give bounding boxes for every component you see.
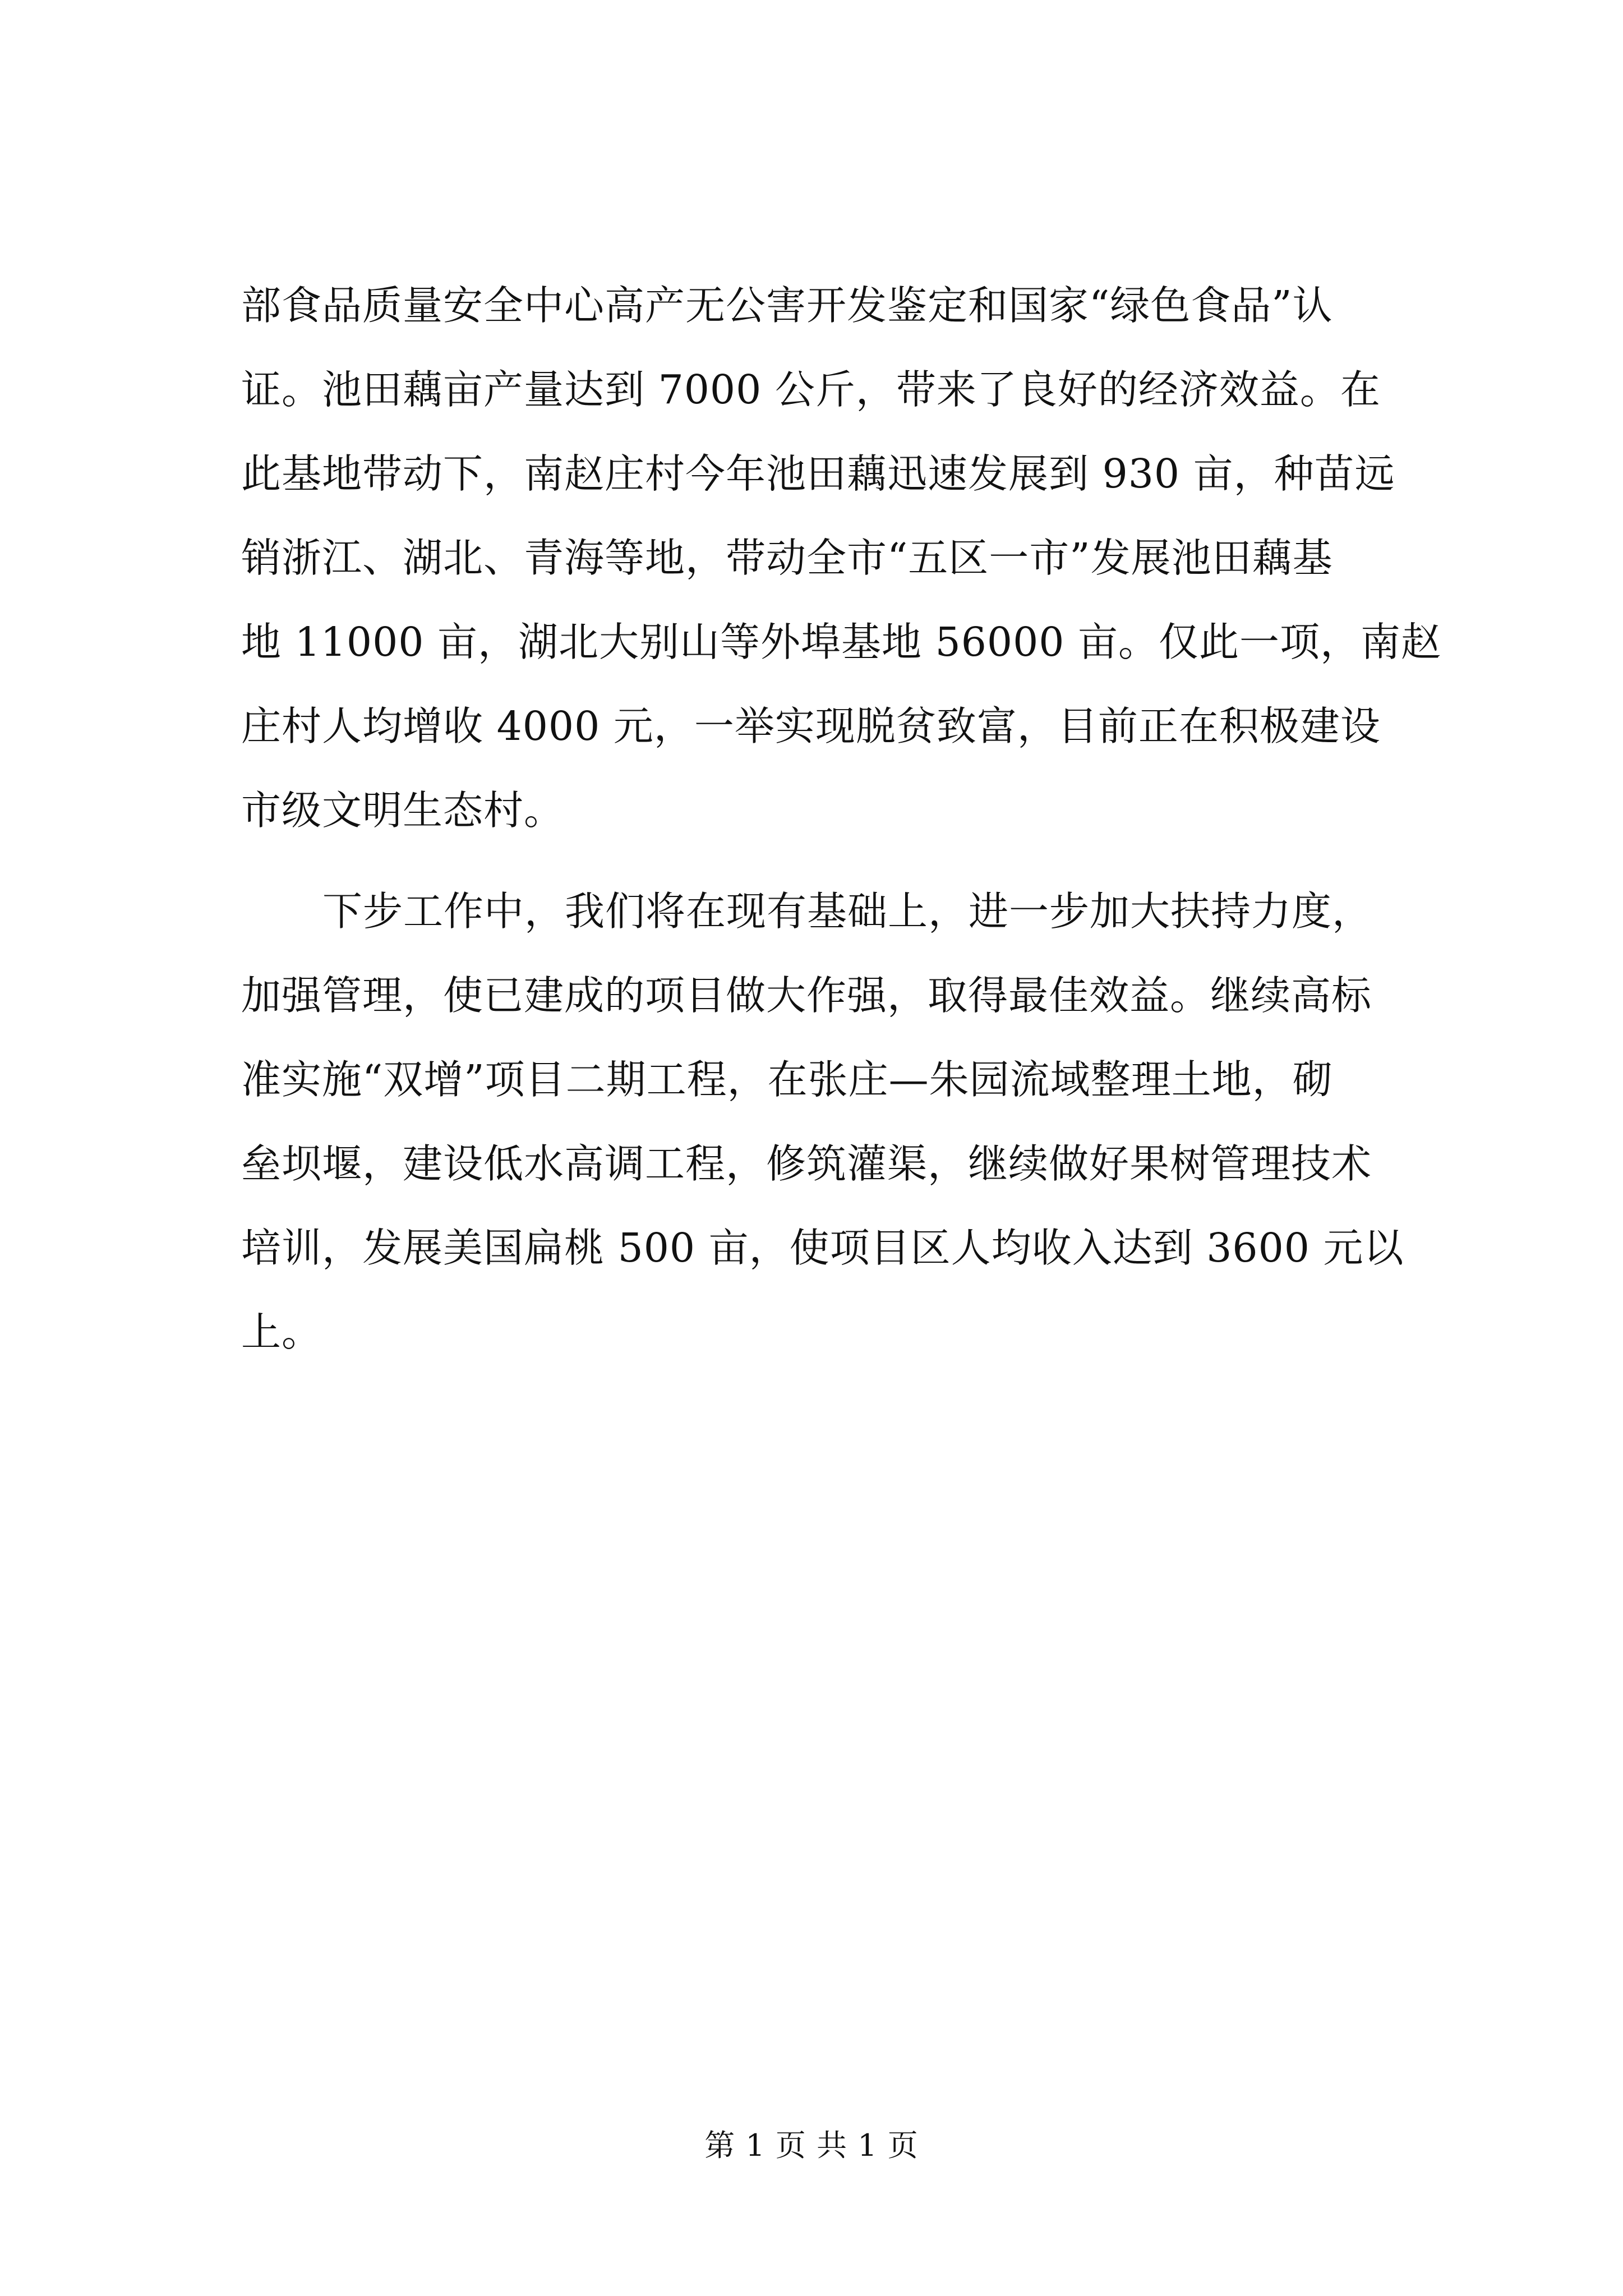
text-line: 垒坝堰，建设低水高调工程，修筑灌渠，继续做好果树管理技术: [241, 1140, 1372, 1187]
text-line: 庄村人均增收 4000 元，一举实现脱贫致富，目前正在积极建设: [241, 703, 1381, 749]
paragraph-1: [241, 264, 1442, 853]
text-line: 销浙江、湖北、青海等地，带动全市“五区一市”发展池田藕基: [241, 535, 1333, 581]
text-line: 培训，发展美国扁桃 500 亩，使项目区人均收入达到 3600 元以: [241, 1225, 1404, 1271]
text-line: 市级文明生态村。: [241, 787, 565, 834]
text-line: 证。池田藕亩产量达到 7000 公斤，带来了良好的经济效益。在: [241, 366, 1381, 413]
text-line: 部食品质量安全中心高产无公害开发鉴定和国家“绿色食品”认: [241, 282, 1333, 329]
document-body: [241, 264, 1442, 1374]
text-line: 准实施“双增”项目二期工程，在张庄—朱园流域整理土地，砌: [241, 1056, 1333, 1103]
paragraph-2: [241, 869, 1419, 1374]
text-line: 上。: [241, 1309, 322, 1355]
text-line: 下步工作中，我们将在现有基础上，进一步加大扶持力度，: [322, 888, 1373, 935]
paragraph-spacer: [241, 853, 1419, 869]
text-line: 此基地带动下，南赵庄村今年池田藕迅速发展到 930 亩，种苗远: [241, 450, 1395, 497]
page-number-footer: 第 1 页 共 1 页: [704, 2128, 919, 2163]
text-line: 加强管理，使已建成的项目做大作强，取得最佳效益。继续高标: [241, 972, 1372, 1019]
text-line: 地 11000 亩，湖北大别山等外埠基地 56000 亩。仅此一项，南赵: [241, 619, 1442, 665]
